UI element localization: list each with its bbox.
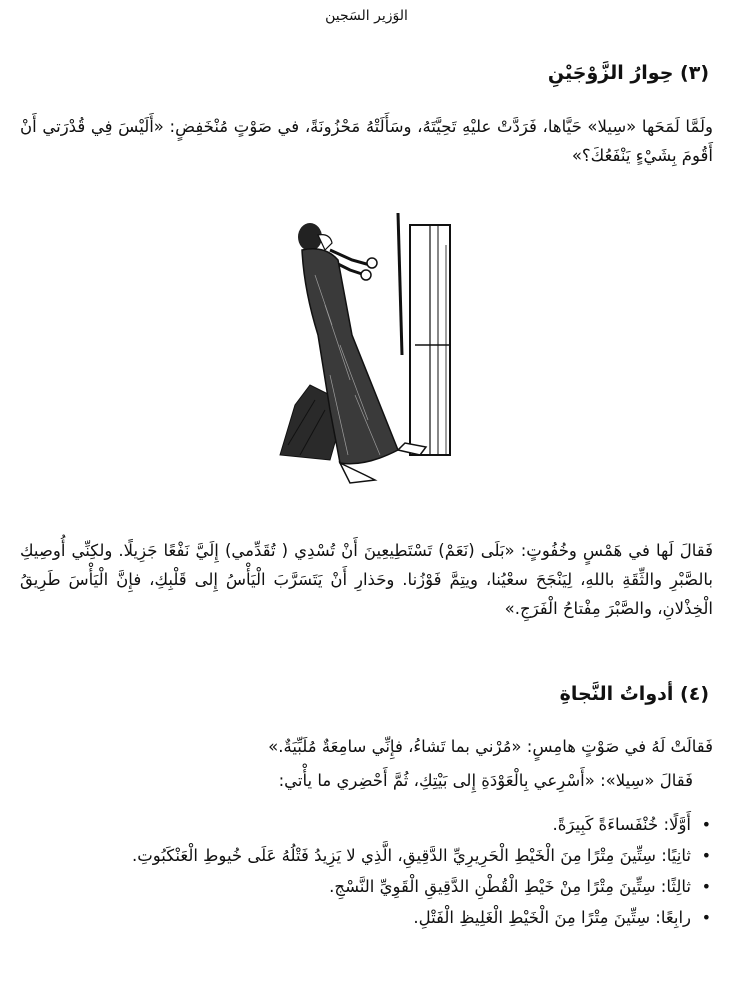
- section-4-heading: (٤) أدواتُ النَّجاةِ: [559, 683, 709, 705]
- running-head: الوَزير السَجين: [325, 8, 408, 24]
- list-item: • ثانِيًا: سِتِّينَ مِتْرًا مِنَ الْخَيْطِ الْحَرِيرِيِّ الدَّقِيقِ، الَّذِي لا يَزِيدُ فَتْلُهُ عَلَى خُيوطِ الْعَنْكَبُوتِ.: [0, 841, 691, 870]
- section-3-paragraph-1: ولَمَّا لَمَحَها «سِيلا» حَيَّاها، فَرَدَّتْ عليْهِ تَحِيَّتَهُ، وسَأَلَتْهُ مَحْزُونَةً، في صَوْتٍ مُنْخَفِضٍ: «أَلَيْسَ فِي قُدْرَتي أَنْ أَقُومَ بِشَيْءٍ يَنْفَعُكَ؟»: [20, 117, 713, 165]
- bullet-icon: •: [701, 815, 711, 834]
- bullet-icon: •: [701, 908, 711, 927]
- section-3-paragraph-2: فَقالَ لَها في هَمْسٍ وخُفُوتٍ: «بَلَى (نَعَمْ) تَسْتَطِيعِينَ أَنْ تُسْدِي ( تُقَدِّمي) إِلَيَّ نَفْعًا جَزِيلًا. ولكِنِّي أُوصِيكِ بالصَّبْرِ والثِّقَةِ باللهِ، لِيَنْجَحَ سعْيُنا، ويتِمَّ فَوْزُنا. وحَذارِ أَنْ يَتَسَرَّبَ الْيَأْسُ إِلى قَلْبِكِ، فإِنَّ الْيَأْسَ طَرِيقُ الْخِذْلانِ، والصَّبْرَ مِفْتاحُ الْفَرَجِ.»: [20, 541, 713, 618]
- woman-at-door-illustration: [270, 205, 460, 495]
- section-3-heading: (٣) حِوارُ الزَّوْجَيْنِ: [547, 62, 709, 84]
- list-item: • أَوَّلًا: خُنْفَساءَةً كَبِيرَةً.: [0, 810, 691, 839]
- bullet-icon: •: [701, 846, 711, 865]
- section-4-line-1: فَقالَتْ لَهُ في صَوْتٍ هامِسٍ: «مُرْني بما تَشاءُ، فإِنِّي سامِعَةٌ مُلَبِّيَةٌ.»: [268, 737, 713, 756]
- section-4-line-2: فَقالَ «سِيلا»: «أَسْرِعي بِالْعَوْدَةِ إِلى بَيْتِكِ، ثُمَّ أَحْضِري ما يأْتي:: [278, 771, 693, 790]
- list-item: • ثالِثًا: سِتِّينَ مِتْرًا مِنْ خَيْطِ الْقُطْنِ الدَّقِيقِ الْقَوِيِّ النَّسْجِ.: [0, 872, 691, 901]
- materials-list: [0, 810, 713, 934]
- list-item: • رابِعًا: سِتِّينَ مِتْرًا مِنَ الْخَيْطِ الْغَلِيظِ الْفَتْلِ.: [0, 903, 691, 932]
- bullet-icon: •: [701, 877, 711, 896]
